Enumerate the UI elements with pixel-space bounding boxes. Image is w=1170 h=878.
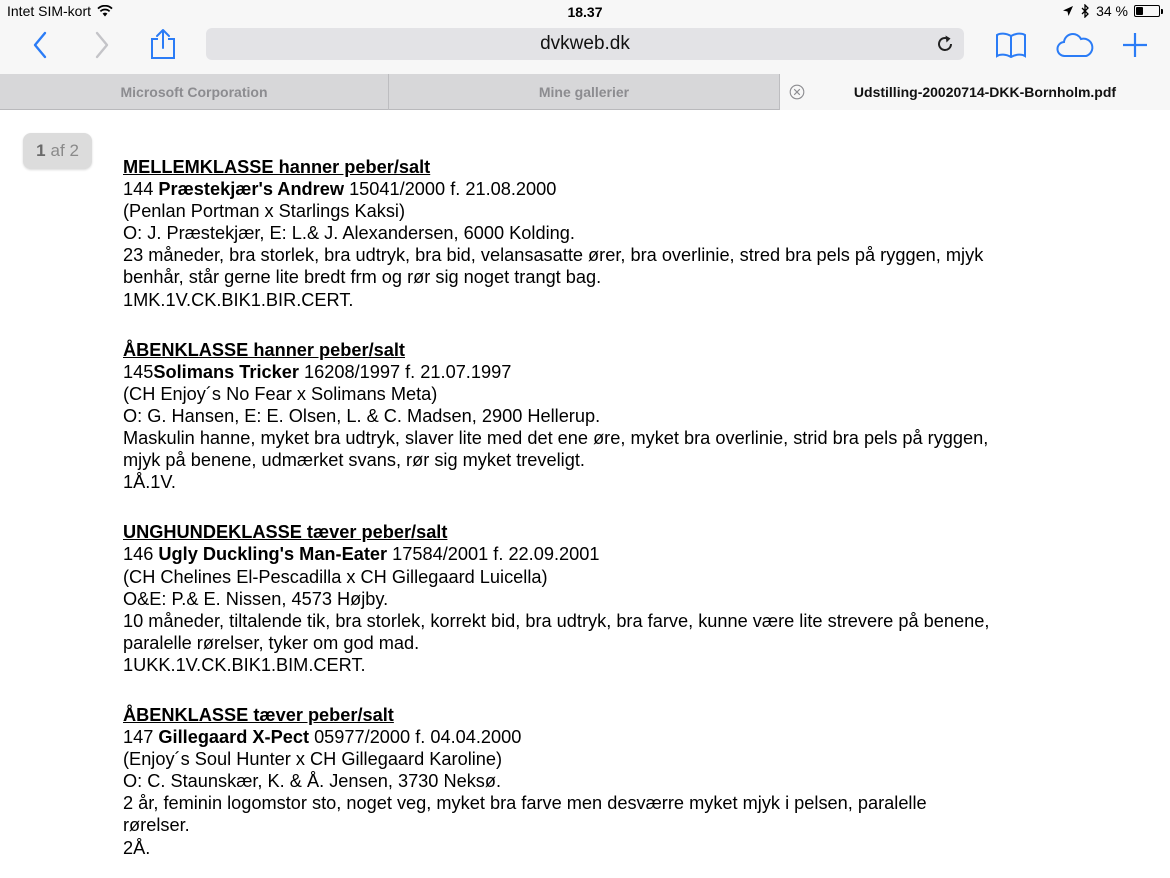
critique-line: 23 måneder, bra storlek, bra udtryk, bra bid, velansasatte ører, bra overlinie, stred bra pels på ryggen, mjyk: [123, 245, 984, 266]
catalog-entry: [123, 156, 1053, 311]
forward-button[interactable]: [86, 20, 118, 70]
address-bar[interactable]: [206, 28, 964, 60]
critique-line: 2 år, feminin logomstor sto, noget veg, myket bra farve men desværre myket mjyk i pelsen, paralelle: [123, 793, 927, 814]
catalog-entry: [123, 521, 1053, 676]
tab-label: Mine gallerier: [538, 84, 630, 100]
catalog-number: 144: [123, 179, 159, 200]
registration: 05977/2000 f. 04.04.2000: [309, 727, 522, 748]
forward-icon: [94, 31, 110, 59]
result: 1MK.1V.CK.BIK1.BIR.CERT.: [123, 289, 354, 310]
new-tab-button[interactable]: [1118, 20, 1152, 70]
critique-line: benhår, står gerne lite bredt frm og rør sig noget trangt bag.: [123, 267, 602, 288]
parents: (Enjoy´s Soul Hunter x CH Gillegaard Karoline): [123, 749, 503, 770]
tab-microsoft-corporation[interactable]: [0, 74, 389, 110]
close-tab-icon[interactable]: [789, 84, 805, 100]
tab-label: Microsoft Corporation: [120, 84, 268, 100]
tab-bar: [0, 74, 1170, 110]
back-icon: [32, 31, 48, 59]
dog-name: Gillegaard X-Pect: [158, 727, 310, 748]
dog-line: [123, 543, 1053, 565]
class-heading: UNGHUNDEKLASSE tæver peber/salt: [123, 522, 448, 543]
browser-toolbar: [0, 24, 1170, 74]
status-time: 18.37: [567, 4, 603, 20]
icloud-tabs-icon: [1055, 32, 1095, 58]
address-text: dvkweb.dk: [540, 33, 630, 54]
result: 1UKK.1V.CK.BIK1.BIM.CERT.: [123, 654, 366, 675]
status-left: [7, 3, 113, 19]
critique-line: paralelle rørelser, tyker om god mad.: [123, 632, 420, 653]
dog-name: Solimans Tricker: [153, 361, 299, 382]
catalog-number: 145: [123, 361, 154, 382]
dog-line: [123, 361, 1053, 383]
tab-udstilling-pdf[interactable]: [780, 74, 1170, 110]
registration: 15041/2000 f. 21.08.2000: [344, 179, 557, 200]
dog-name: Ugly Duckling's Man-Eater: [158, 544, 388, 565]
carrier-label: Intet SIM-kort: [7, 3, 92, 19]
registration: 17584/2001 f. 22.09.2001: [387, 544, 600, 565]
critique-line: 10 måneder, tiltalende tik, bra storlek, korrekt bid, bra udtryk, bra farve, kunne være lite strevere på benene,: [123, 610, 990, 631]
parents: (Penlan Portman x Starlings Kaksi): [123, 201, 406, 222]
dog-line: [123, 178, 1053, 200]
catalog-number: 146: [123, 544, 159, 565]
owner-breeder: O: J. Præstekjær, E: L.& J. Alexandersen, 6000 Kolding.: [123, 223, 575, 244]
new-tab-icon: [1122, 32, 1148, 58]
owner-breeder: O&E: P.& E. Nissen, 4573 Højby.: [123, 588, 389, 609]
reload-icon[interactable]: [934, 33, 956, 55]
pdf-viewer[interactable]: [0, 111, 1170, 878]
battery-level: [1136, 7, 1143, 15]
bluetooth-icon: [1080, 4, 1090, 18]
page-total: af 2: [50, 141, 79, 160]
catalog-number: 147: [123, 727, 159, 748]
dog-line: [123, 726, 1053, 748]
page-current: 1: [36, 141, 46, 160]
critique-line: rørelser.: [123, 815, 190, 836]
share-icon: [150, 28, 176, 60]
parents: (CH Enjoy´s No Fear x Solimans Meta): [123, 383, 438, 404]
icloud-tabs-button[interactable]: [1053, 20, 1097, 70]
location-arrow-icon: [1062, 5, 1074, 17]
wifi-icon: [97, 5, 113, 17]
share-button[interactable]: [146, 19, 180, 69]
status-right: [1062, 3, 1160, 19]
critique-line: Maskulin hanne, myket bra udtryk, slaver lite med det ene øre, myket bra overlinie, strid bra pels på ryggen,: [123, 428, 989, 449]
parents: (CH Chelines El-Pescadilla x CH Gillegaard Luicella): [123, 566, 548, 587]
result: 2Å.: [123, 837, 151, 858]
owner-breeder: O: G. Hansen, E: E. Olsen, L. & C. Madsen, 2900 Hellerup.: [123, 405, 601, 426]
tab-label: Udstilling-20020714-DKK-Bornholm.pdf: [853, 84, 1117, 100]
bookmarks-icon: [995, 32, 1027, 58]
catalog-entry: [123, 704, 1053, 859]
dog-name: Præstekjær's Andrew: [158, 179, 345, 200]
catalog-entry: [123, 339, 1053, 494]
battery-icon: [1134, 5, 1160, 17]
back-button[interactable]: [24, 20, 56, 70]
result: 1Å.1V.: [123, 472, 176, 493]
tab-mine-gallerier[interactable]: [389, 74, 780, 110]
battery-percent: 34 %: [1096, 3, 1128, 19]
class-heading: ÅBENKLASSE tæver peber/salt: [123, 704, 394, 725]
owner-breeder: O: C. Staunskær, K. & Å. Jensen, 3730 Neksø.: [123, 771, 502, 792]
page-indicator: [23, 133, 92, 169]
bookmarks-button[interactable]: [992, 20, 1030, 70]
pdf-document: [123, 156, 1053, 878]
registration: 16208/1997 f. 21.07.1997: [298, 361, 512, 382]
class-heading: MELLEMKLASSE hanner peber/salt: [123, 157, 431, 177]
critique-line: mjyk på benene, udmærket svans, rør sig myket treveligt.: [123, 450, 585, 471]
class-heading: ÅBENKLASSE hanner peber/salt: [123, 339, 405, 360]
